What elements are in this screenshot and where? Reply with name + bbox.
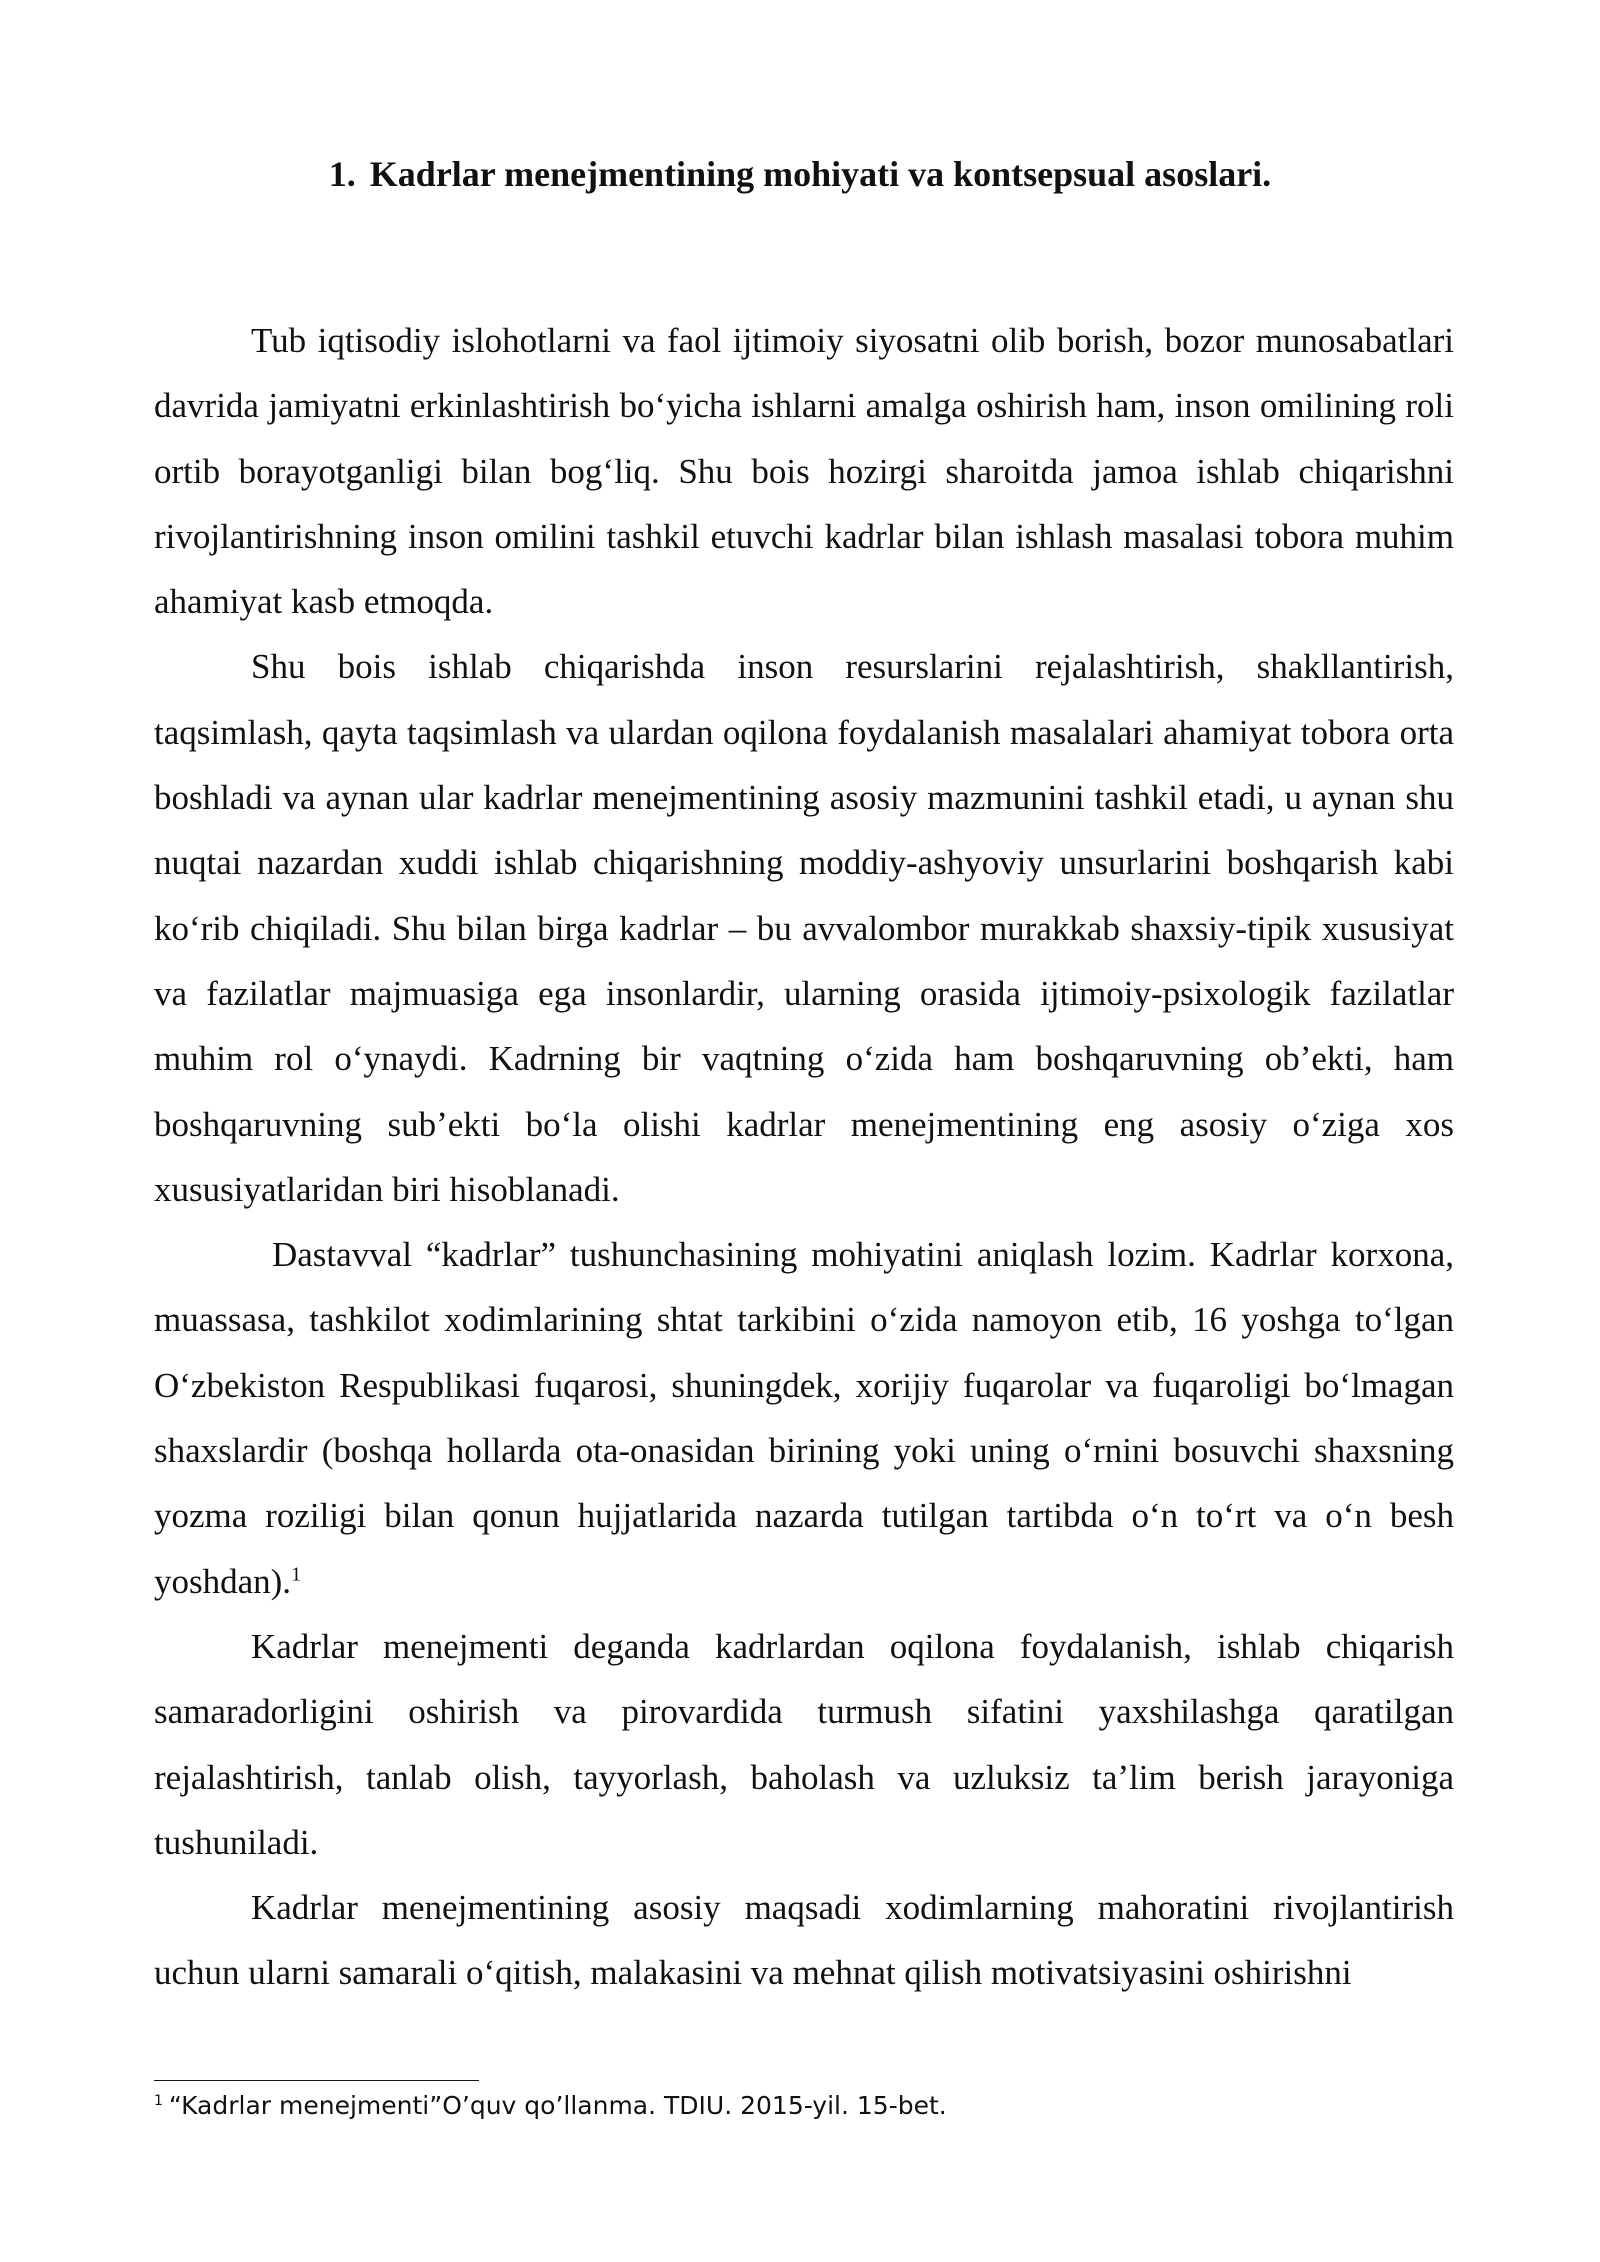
paragraph-3-text: Dastavval “kadrlar” tushunchasining mohiyatini aniqlash lozim. Kadrlar korxona, muassasa, tashkilot xodimlarining shtat tarkibini oʻzida namoyon etib, 16 yoshga toʻlgan Oʻzbekiston Respublikasi fuqarosi, shuningdek, xorijiy fuqarolar va fuqaroligi boʻlmagan shaxslardir (boshqa hollarda ota-onasidan birining yoki uning oʻrnini bosuvchi shaxsning yozma roziligi bilan qonun hujjatlarida nazarda tutilgan tartibda oʻn toʻrt va oʻn besh yoshdan). <box>154 1235 1454 1601</box>
paragraph-1: Tub iqtisodiy islohotlarni va faol ijtimoiy siyosatni olib borish, bozor munosabatlari davrida jamiyatni erkinlashtirish boʻyicha ishlarni amalga oshirish ham, inson omilining roli ortib borayotganligi bilan bogʻliq. Shu bois hozirgi sharoitda jamoa ishlab chiqarishni rivojlantirishning inson omilini tashkil etuvchi kadrlar bilan ishlash masalasi tobora muhim ahamiyat kasb etmoqda. <box>154 321 1454 622</box>
footnote-reference[interactable]: 1 <box>291 1562 302 1585</box>
footnote-separator <box>154 2080 479 2081</box>
footnote <box>154 2088 1454 2124</box>
paragraph-2: Shu bois ishlab chiqarishda inson resurslarini rejalashtirish, shakllantirish, taqsimlash, qayta taqsimlash va ulardan oqilona foydalanish masalalari ahamiyat tobora orta boshladi va aynan ular kadrlar menejmentining asosiy mazmunini tashkil etadi, u aynan shu nuqtai nazardan xuddi ishlab chiqarishning moddiy-ashyoviy unsurlarini boshqarish kabi koʻrib chiqiladi. Shu bilan birga kadrlar – bu avvalombor murakkab shaxsiy-tipik xususiyat va fazilatlar majmuasiga ega insonlardir, ularning orasida ijtimoiy-psixologik fazilatlar muhim rol oʻynaydi. Kadrning bir vaqtning oʻzida ham boshqaruvning obʼekti, ham boshqaruvning subʼekti boʻla olishi kadrlar menejmentining eng asosiy oʻziga xos xususiyatlaridan biri hisoblanadi. <box>154 647 1454 1209</box>
footnote-text: “Kadrlar menejmenti”O’quv qo’llanma. TDIU. 2015-yil. 15-bet. <box>168 2091 947 2120</box>
paragraph-3 <box>154 1222 1454 1614</box>
section-number: 1. <box>328 154 356 194</box>
paragraph-4: Kadrlar menejmenti deganda kadrlardan oqilona foydalanish, ishlab chiqarish samaradorligini oshirish va pirovardida turmush sifatini yaxshilashga qaratilgan rejalashtirish, tanlab olish, tayyorlash, baholash va uzluksiz taʼlim berish jarayoniga tushuniladi. <box>154 1626 1454 1862</box>
section-title: Kadrlar menejmentining mohiyati va kontsepsual asoslari. <box>369 154 1272 194</box>
body-text <box>154 308 1454 2006</box>
paragraph-5: Kadrlar menejmentining asosiy maqsadi xodimlarning mahoratini rivojlantirish uchun ularni samarali oʻqitish, malakasini va mehnat qilish motivatsiyasini oshirishni <box>154 1888 1454 1993</box>
section-heading <box>0 150 1600 198</box>
footnote-marker: 1 <box>154 2092 163 2109</box>
